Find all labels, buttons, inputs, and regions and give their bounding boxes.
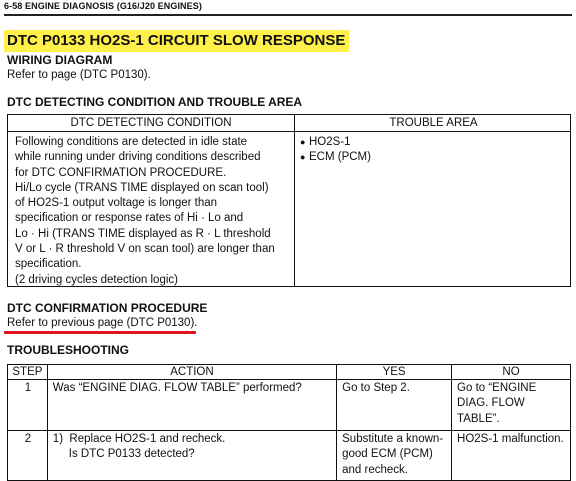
no-line: Go to “ENGINE bbox=[457, 382, 537, 394]
no-cell bbox=[452, 380, 571, 431]
col-condition-header: DTC DETECTING CONDITION bbox=[70, 117, 232, 129]
condition-line: V or L · R threshold V on scan tool) are longer than bbox=[15, 243, 275, 256]
condition-text bbox=[15, 135, 275, 288]
step-cell: 1 bbox=[8, 380, 48, 431]
condition-table bbox=[7, 114, 571, 287]
wiring-heading: WIRING DIAGRAM bbox=[7, 53, 113, 67]
condition-table-header bbox=[8, 115, 570, 132]
yes-line: and recheck. bbox=[342, 463, 408, 476]
step-cell: 2 bbox=[8, 431, 48, 481]
no-line: TABLE”. bbox=[457, 412, 500, 425]
wiring-text: Refer to page (DTC P0130). bbox=[7, 69, 151, 81]
col-yes-header: YES bbox=[337, 365, 452, 380]
confirmation-heading: DTC CONFIRMATION PROCEDURE bbox=[7, 301, 208, 315]
condition-line: Following conditions are detected in idle state bbox=[15, 136, 248, 148]
condition-line: Lo · Hi (TRANS TIME displayed as R · L threshold bbox=[15, 227, 271, 240]
col-step-header: STEP bbox=[8, 365, 48, 380]
yes-line: Go to Step 2. bbox=[342, 382, 410, 394]
no-cell bbox=[452, 431, 571, 481]
action-cell bbox=[47, 431, 336, 481]
col-action-header: ACTION bbox=[47, 365, 336, 380]
action-line: Is DTC P0133 detected? bbox=[52, 448, 195, 461]
condition-line: specification. bbox=[15, 258, 82, 271]
trouble-area-label: HO2S-1 bbox=[309, 136, 351, 148]
troubleshooting-heading: TROUBLESHOOTING bbox=[7, 343, 129, 357]
no-line: HO2S-1 malfunction. bbox=[457, 433, 564, 445]
table-row bbox=[8, 431, 571, 481]
condition-heading: DTC DETECTING CONDITION AND TROUBLE AREA bbox=[7, 95, 303, 109]
condition-line: of HO2S-1 output voltage is longer than bbox=[15, 197, 218, 210]
yes-cell bbox=[337, 380, 452, 431]
condition-line: Hi/Lo cycle (TRANS TIME displayed on scan tool) bbox=[15, 181, 269, 194]
col-no-header: NO bbox=[452, 365, 571, 380]
condition-line: while running under driving conditions described bbox=[15, 151, 261, 164]
condition-line: specification or response rates of Hi · Lo and bbox=[15, 212, 244, 225]
trouble-area-label: ECM (PCM) bbox=[309, 151, 371, 164]
no-line: DIAG. FLOW bbox=[457, 397, 525, 410]
red-underline-mark bbox=[4, 331, 196, 334]
action-line: Was “ENGINE DIAG. FLOW TABLE” performed? bbox=[52, 382, 302, 394]
yes-cell bbox=[337, 431, 452, 481]
yes-line: Substitute a known- bbox=[342, 433, 444, 445]
yes-line: good ECM (PCM) bbox=[342, 448, 433, 461]
trouble-area-list bbox=[300, 135, 371, 166]
header-rule bbox=[4, 14, 572, 16]
dtc-title: DTC P0133 HO2S-1 CIRCUIT SLOW RESPONSE bbox=[4, 30, 349, 52]
trouble-area-item bbox=[300, 150, 371, 165]
confirmation-text: Refer to previous page (DTC P0130). bbox=[7, 317, 198, 329]
col-area-header: TROUBLE AREA bbox=[389, 117, 478, 129]
condition-line: (2 driving cycles detection logic) bbox=[15, 273, 178, 286]
bullet-icon: ● bbox=[300, 152, 306, 163]
condition-line: for DTC CONFIRMATION PROCEDURE. bbox=[15, 166, 227, 179]
table-header-row bbox=[8, 365, 571, 380]
action-cell bbox=[47, 380, 336, 431]
condition-table-divider bbox=[294, 115, 295, 286]
table-row bbox=[8, 380, 571, 431]
troubleshooting-table bbox=[7, 364, 571, 481]
action-line: 1) Replace HO2S-1 and recheck. bbox=[52, 433, 226, 445]
bullet-icon: ● bbox=[300, 137, 306, 147]
trouble-area-item bbox=[300, 135, 371, 150]
page-header: 6-58 ENGINE DIAGNOSIS (G16/J20 ENGINES) bbox=[4, 1, 202, 11]
